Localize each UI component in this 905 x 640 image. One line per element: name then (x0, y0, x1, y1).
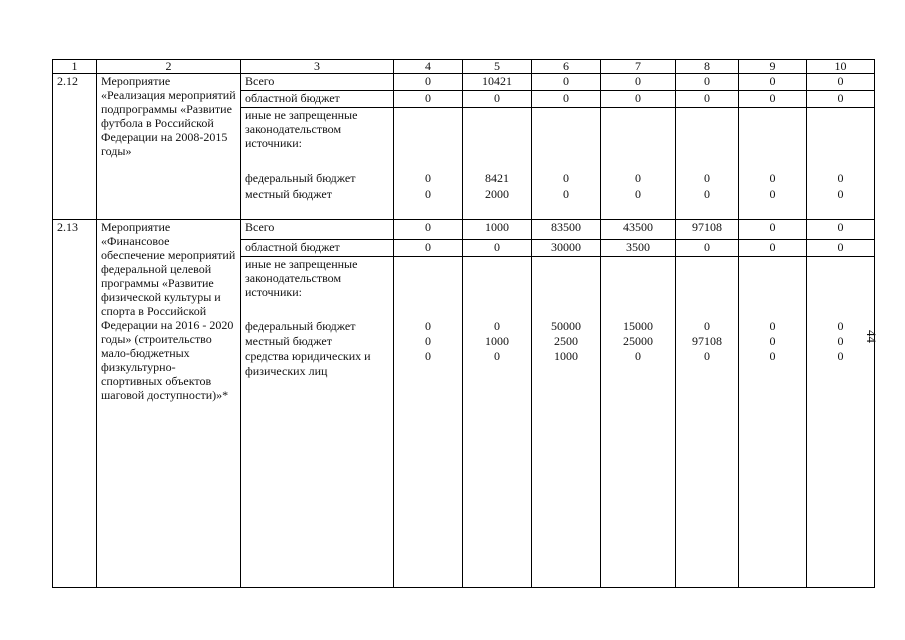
source-value: 0 (635, 349, 641, 363)
regional-value: 30000 (532, 240, 601, 257)
regional-value: 0 (532, 91, 601, 108)
source-value: 0 (494, 319, 500, 333)
source-value: 0 (635, 171, 641, 185)
source-value: 0 (704, 349, 710, 363)
total-value: 83500 (532, 220, 601, 240)
column-header: 6 (532, 60, 601, 74)
source-value: 0 (425, 334, 431, 348)
source-value: 1000 (485, 334, 509, 348)
total-value: 1000 (463, 220, 532, 240)
total-value: 10421 (463, 74, 532, 91)
total-value: 0 (739, 220, 807, 240)
page-number: 44 (864, 330, 879, 343)
column-header: 5 (463, 60, 532, 74)
other-sources-cell (241, 257, 394, 588)
regional-value: 0 (394, 91, 463, 108)
total-value: 0 (739, 74, 807, 91)
source-value: 0 (704, 319, 710, 333)
source-value: 1000 (554, 349, 578, 363)
row-number: 2.13 (53, 220, 97, 588)
column-header: 10 (807, 60, 875, 74)
total-value: 0 (532, 74, 601, 91)
source-value: 2000 (485, 187, 509, 201)
source-value: 0 (704, 171, 710, 185)
source-value: 0 (494, 349, 500, 363)
source-value: 0 (425, 187, 431, 201)
regional-value: 3500 (601, 240, 676, 257)
measure-name: Мероприятие «Финансовое обеспечение мероприятий федеральной целевой программы «Развитие физической культуры и спорта в Российской Федерации на 2016 - 2020 годы» (строительство мало-бюджетных физкультурно-спортивных объектов шаговой доступности)»* (97, 220, 241, 588)
source-value: 0 (769, 171, 776, 185)
source-value: 0 (563, 187, 569, 201)
regional-budget-label: областной бюджет (241, 240, 394, 257)
regional-value: 0 (676, 91, 739, 108)
column-header: 8 (676, 60, 739, 74)
source-value: 0 (704, 187, 710, 201)
source-value: 0 (769, 349, 776, 363)
source-value: 15000 (623, 319, 653, 333)
source-value: 50000 (551, 319, 581, 333)
source-value: 0 (837, 319, 844, 333)
regional-value: 0 (463, 240, 532, 257)
source-value: 2500 (554, 334, 578, 348)
budget-table (52, 59, 875, 588)
regional-value: 0 (601, 91, 676, 108)
other-sources-cell (241, 108, 394, 220)
source-value: 0 (837, 171, 844, 185)
total-value: 0 (394, 74, 463, 91)
other-sources-label: иные не запрещенные законодательством источники: (245, 257, 358, 299)
source-value: 0 (425, 319, 431, 333)
row-number: 2.12 (53, 74, 97, 220)
source-value: 0 (769, 334, 776, 348)
source-label: федеральный бюджет (245, 319, 356, 333)
column-header: 3 (241, 60, 394, 74)
source-label: федеральный бюджет (245, 171, 356, 185)
source-value: 97108 (692, 334, 722, 348)
source-label: местный бюджет (245, 334, 332, 348)
regional-value: 0 (739, 91, 807, 108)
regional-value: 0 (676, 240, 739, 257)
source-value: 0 (635, 187, 641, 201)
total-value: 0 (394, 220, 463, 240)
total-value: 0 (807, 220, 875, 240)
source-value: 0 (425, 171, 431, 185)
column-header: 2 (97, 60, 241, 74)
table-row (53, 74, 875, 91)
column-header: 4 (394, 60, 463, 74)
regional-budget-label: областной бюджет (241, 91, 394, 108)
regional-value: 0 (394, 240, 463, 257)
regional-value: 0 (807, 240, 875, 257)
regional-value: 0 (807, 91, 875, 108)
source-label: местный бюджет (245, 187, 332, 201)
column-number-header (53, 60, 875, 74)
regional-value: 0 (463, 91, 532, 108)
source-value: 0 (425, 349, 431, 363)
measure-name: Мероприятие «Реализация мероприятий подпрограммы «Развитие футбола в Российской Федерации на 2008-2015 годы» (97, 74, 241, 220)
column-header: 9 (739, 60, 807, 74)
source-labels (245, 170, 389, 202)
source-value: 8421 (485, 171, 509, 185)
total-label: Всего (241, 74, 394, 91)
source-value: 0 (563, 171, 569, 185)
total-value: 97108 (676, 220, 739, 240)
source-label: средства юридических и физических лиц (245, 349, 371, 378)
total-label: Всего (241, 220, 394, 240)
column-header: 1 (53, 60, 97, 74)
total-value: 0 (601, 74, 676, 91)
source-value: 25000 (623, 334, 653, 348)
source-value: 0 (837, 349, 844, 363)
total-value: 0 (807, 74, 875, 91)
total-value: 43500 (601, 220, 676, 240)
source-value: 0 (837, 334, 844, 348)
total-value: 0 (676, 74, 739, 91)
table-row (53, 220, 875, 240)
regional-value: 0 (739, 240, 807, 257)
other-sources-label: иные не запрещенные законодательством источники: (245, 108, 358, 150)
source-labels (245, 319, 389, 379)
source-value: 0 (837, 187, 844, 201)
source-value: 0 (769, 319, 776, 333)
column-header: 7 (601, 60, 676, 74)
source-value: 0 (769, 187, 776, 201)
